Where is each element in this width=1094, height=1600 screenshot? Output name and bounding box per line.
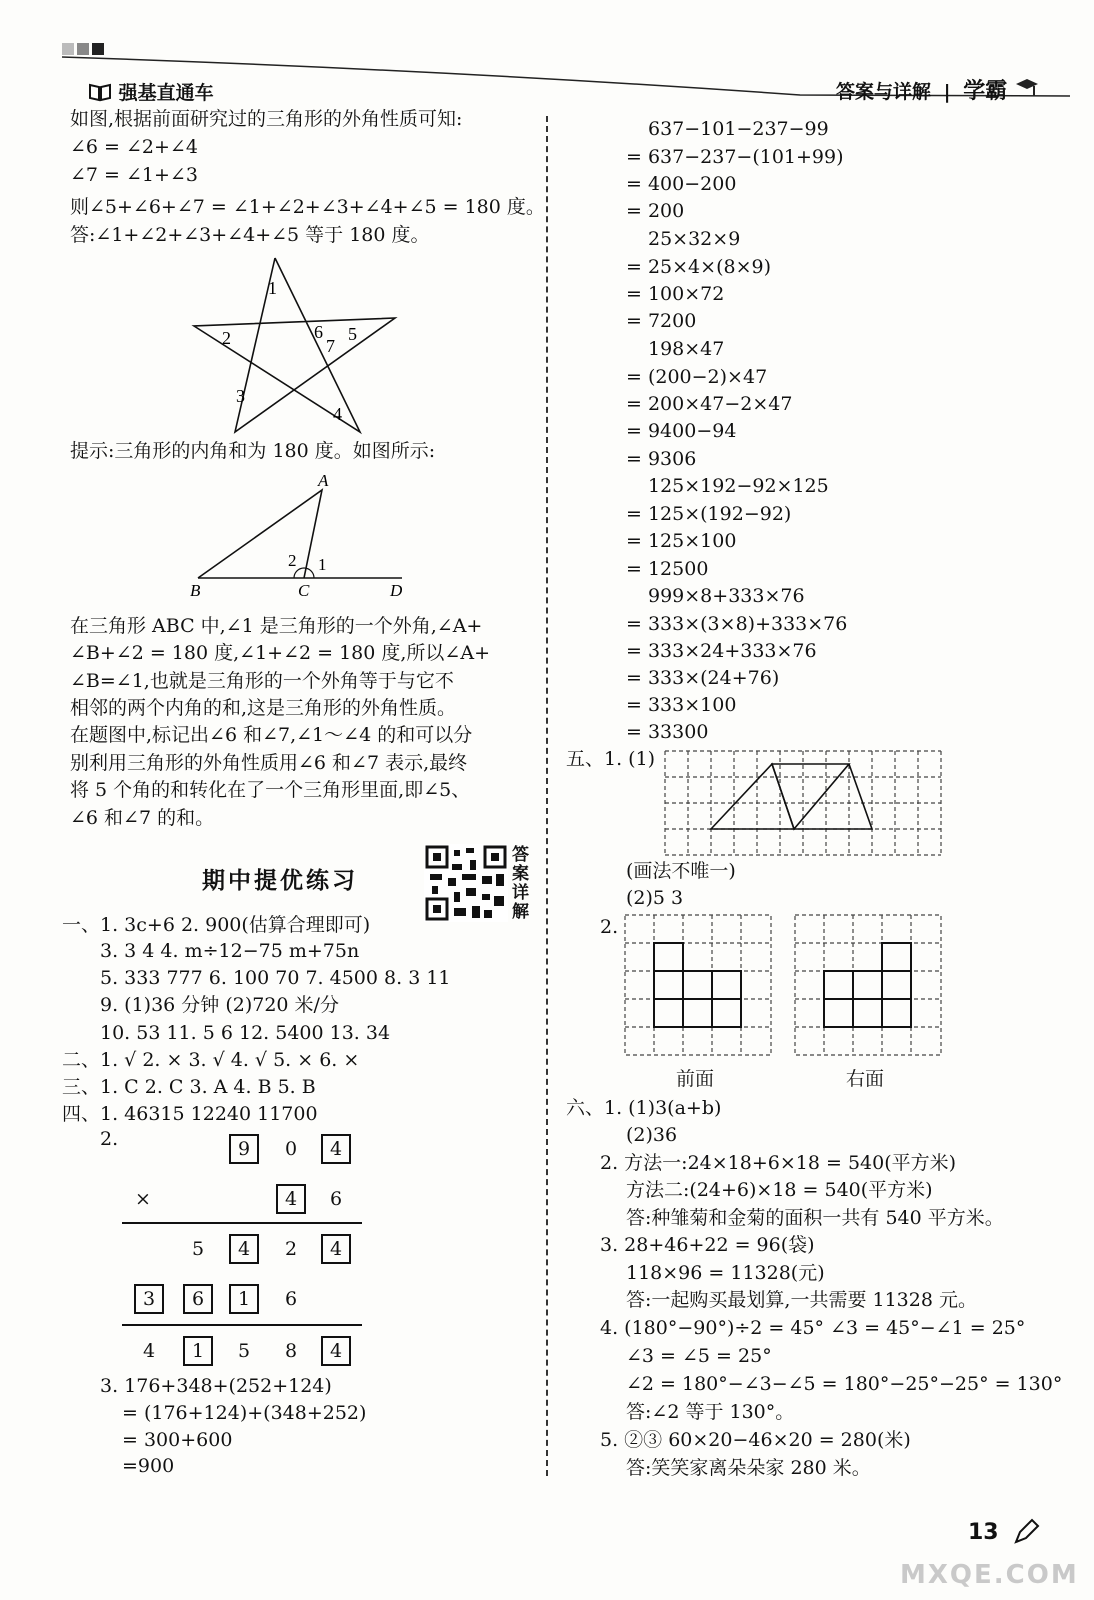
mult-digit-box: 6 [183,1284,213,1314]
section-title [88,78,214,105]
book-icon [88,82,112,102]
answer-line-3: 5. 333 777 6. 100 70 7. 4500 8. 3 11 [100,967,451,989]
calc-line-11: = 200×47−2×47 [626,393,793,415]
exercise-title: 期中提优练习 [202,868,358,894]
front-view-grid [624,914,774,1058]
q3-line-4: =900 [122,1455,175,1477]
explain-line-8: ∠6 和∠7 的和。 [70,807,215,829]
mult-digit-box: 1 [229,1284,259,1314]
triangle-label-d: D [390,581,403,600]
explain-line-4: 相邻的两个内角的和,这是三角形的外角性质。 [70,697,457,719]
answer-line-1: 一、1. 3c+6 2. 900(估算合理即可) [62,914,371,936]
star-label-2: 2 [222,328,231,348]
mult-digit: 2 [284,1238,298,1260]
calc-line-18: 999×8+333×76 [648,585,805,607]
calc-line-12: = 9400−94 [626,420,737,442]
intro-line-2: ∠6 = ∠2+∠4 [70,136,198,158]
calc-line-14: 125×192−92×125 [648,475,829,497]
parallelogram-2 [772,764,849,829]
calc-line-10: = (200−2)×47 [626,366,768,388]
mult-rule-2 [122,1324,362,1326]
star-figure [180,252,410,442]
mult-digit: 4 [142,1340,156,1362]
explain-line-6: 别利用三角形的外角性质用∠6 和∠7 表示,最终 [70,752,468,774]
explain-line-2: ∠B+∠2 = 180 度,∠1+∠2 = 180 度,所以∠A+ [70,642,490,664]
six-line-9: 4. (180°−90°)÷2 = 45° ∠3 = 45°−∠1 = 25° [600,1317,1026,1339]
triangle-label-b: B [190,581,201,600]
calc-line-22: = 333×100 [626,694,737,716]
intro-line-4: 则∠5+∠6+∠7 = ∠1+∠2+∠3+∠4+∠5 = 180 度。 [70,196,545,218]
pencil-icon [1012,1518,1040,1546]
explain-line-3: ∠B=∠1,也就是三角形的一个外角等于与它不 [70,670,454,692]
brand-text: 答案与详解 [836,81,932,103]
intro-line-5: 答:∠1+∠2+∠3+∠4+∠5 等于 180 度。 [70,224,430,246]
five-q2: 2. [600,916,619,938]
column-divider [546,116,548,1476]
mult-digit: 6 [284,1288,298,1310]
qr-caption: 答案详解 [512,845,529,922]
mult-digit-box: 4 [229,1234,259,1264]
mult-digit: 5 [191,1238,205,1260]
answer-line-6: 二、1. √ 2. × 3. √ 4. √ 5. × 6. × [62,1049,360,1071]
calc-line-23: = 33300 [626,721,709,743]
calc-line-16: = 125×100 [626,530,737,552]
mult-digit: 8 [284,1340,298,1362]
intro-line-3: ∠7 = ∠1+∠3 [70,164,198,186]
hint-line: 提示:三角形的内角和为 180 度。如图所示: [70,440,436,462]
six-line-1: 六、1. (1)3(a+b) [566,1097,722,1119]
right-view-grid [794,914,944,1058]
answer-line-9: 2. [100,1128,119,1150]
calc-line-5: 25×32×9 [648,228,741,250]
six-line-6: 3. 28+46+22 = 96(袋) [600,1234,815,1256]
view-right-label: 右面 [846,1068,885,1090]
six-line-13: 5. ②③ 60×20−46×20 = 280(米) [600,1429,911,1451]
calc-line-19: = 333×(3×8)+333×76 [626,613,848,635]
five-label: 五、1. (1) [566,748,656,770]
answer-line-7: 三、1. C 2. C 3. A 4. B 5. B [62,1076,316,1098]
mult-digit: 6 [329,1188,343,1210]
triangle-label-a: A [318,471,329,490]
six-line-10: ∠3 = ∠5 = 25° [626,1345,772,1367]
six-line-4: 方法二:(24+6)×18 = 540(平方米) [626,1179,933,1201]
calc-line-21: = 333×(24+76) [626,667,780,689]
section-title-text: 强基直通车 [118,82,214,104]
calc-line-9: 198×47 [648,338,725,360]
front-view-shape [654,943,741,1027]
parallelogram-1 [711,764,794,829]
mult-digit-box: 4 [321,1134,351,1164]
triangle-outline [198,490,322,578]
q3-line-1: 3. 176+348+(252+124) [100,1375,332,1397]
six-line-12: 答:∠2 等于 130°。 [626,1401,795,1423]
calc-line-13: = 9306 [626,448,697,470]
calc-line-15: = 125×(192−92) [626,503,792,525]
explain-line-7: 将 5 个角的和转化在了一个三角形里面,即∠5、 [70,779,471,801]
watermark: MXQE.COM [900,1560,1079,1590]
mult-digit-box: 3 [134,1284,164,1314]
answer-line-8: 四、1. 46315 12240 11700 [62,1103,318,1125]
six-line-2: (2)36 [626,1124,678,1146]
mult-digit-box: 4 [276,1184,306,1214]
answer-line-5: 10. 53 11. 5 6 12. 5400 13. 34 [100,1022,391,1044]
five-2: (2)5 3 [626,887,684,909]
answer-line-4: 9. (1)36 分钟 (2)720 米/分 [100,994,339,1016]
header-brand: 答案与详解 | 学霸 [836,74,1040,105]
triangle-figure [180,470,420,600]
mult-digit-box: 1 [183,1336,213,1366]
explain-line-5: 在题图中,标记出∠6 和∠7,∠1～∠4 的和可以分 [70,724,473,746]
graduation-cap-icon [1014,76,1040,100]
calc-line-7: = 100×72 [626,283,725,305]
right-view-shape [824,943,911,1027]
calc-line-6: = 25×4×(8×9) [626,256,771,278]
intro-line-1: 如图,根据前面研究过的三角形的外角性质可知: [70,108,463,130]
parallelogram-grid [664,750,944,858]
calc-line-8: = 7200 [626,310,697,332]
star-label-7: 7 [326,336,335,356]
star-label-1: 1 [268,278,277,298]
triangle-angle-1: 1 [318,555,327,574]
answer-line-2: 3. 3 4 4. m÷12−75 m+75n [100,940,360,962]
star-label-3: 3 [236,386,245,406]
qr-code-icon[interactable] [424,844,508,922]
six-line-3: 2. 方法一:24×18+6×18 = 540(平方米) [600,1152,957,1174]
calc-line-20: = 333×24+333×76 [626,640,817,662]
six-line-14: 答:笑笑家离朵朵家 280 米。 [626,1457,871,1479]
star-label-5: 5 [348,324,357,344]
q3-line-3: = 300+600 [122,1429,233,1451]
calc-line-1: 637−101−237−99 [648,118,829,140]
q3-line-2: = (176+124)+(348+252) [122,1402,367,1424]
explain-line-1: 在三角形 ABC 中,∠1 是三角形的一个外角,∠A+ [70,615,483,637]
triangle-angle-2: 2 [288,551,297,570]
page-number: 13 [968,1520,999,1545]
mult-digit: 5 [237,1340,251,1362]
calc-line-2: = 637−237−(101+99) [626,146,844,168]
star-label-6: 6 [314,322,323,342]
view-front-label: 前面 [676,1068,715,1090]
mult-digit-box: 9 [229,1134,259,1164]
calc-line-4: = 200 [626,200,685,222]
calc-line-17: = 12500 [626,558,709,580]
brand-name: 学霸 [963,79,1008,104]
six-line-5: 答:种雏菊和金菊的面积一共有 540 平方米。 [626,1207,1004,1229]
six-line-8: 答:一起购买最划算,一共需要 11328 元。 [626,1289,977,1311]
mult-digit-box: 4 [321,1336,351,1366]
calc-line-3: = 400−200 [626,173,737,195]
triangle-label-c: C [298,581,310,600]
five-note: (画法不唯一) [626,860,736,882]
mult-digit-box: 4 [321,1234,351,1264]
mult-sign: × [135,1188,151,1210]
six-line-7: 118×96 = 11328(元) [626,1262,825,1284]
star-label-4: 4 [333,404,342,424]
six-line-11: ∠2 = 180°−∠3−∠5 = 180°−25°−25° = 130° [626,1373,1063,1395]
mult-digit: 0 [284,1138,298,1160]
mult-rule-1 [122,1222,362,1224]
